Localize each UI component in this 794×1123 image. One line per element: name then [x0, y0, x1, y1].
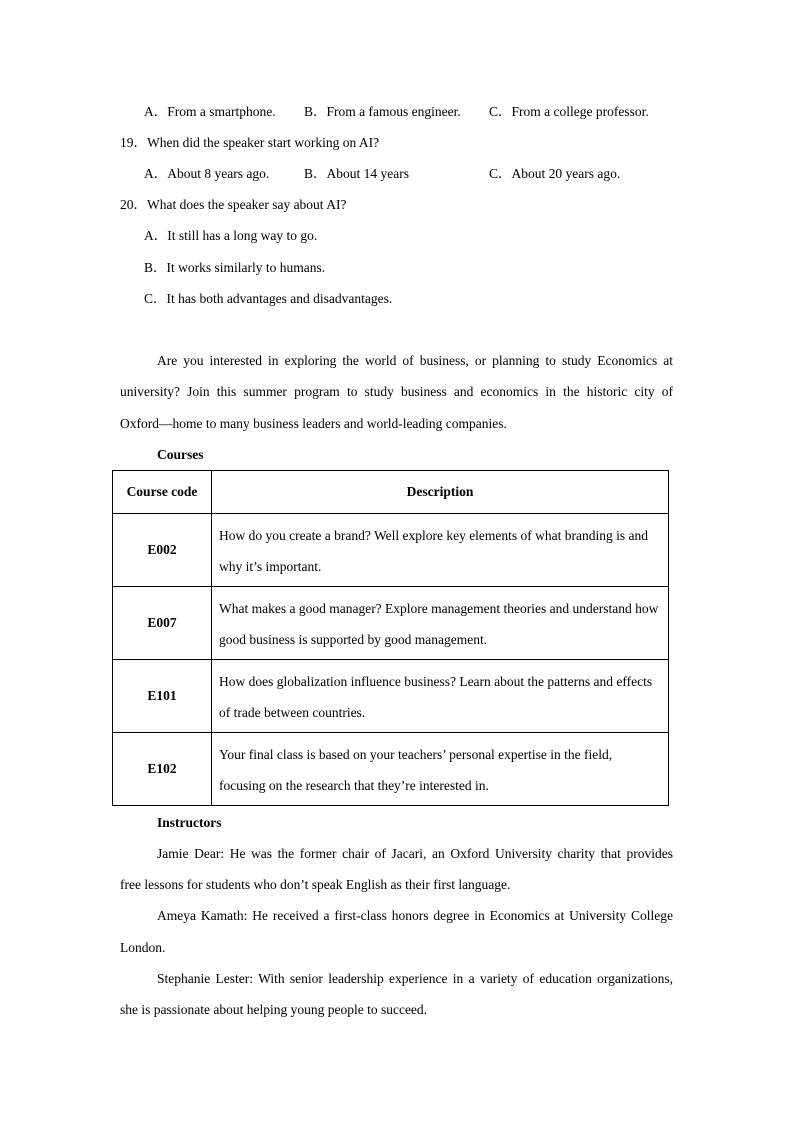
q18-option-c [489, 104, 649, 120]
option-text: It still has a long way to go. [167, 228, 318, 243]
q20-stem [120, 197, 346, 213]
courses-heading: Courses [157, 447, 204, 462]
option-letter: A． [144, 166, 168, 181]
course-description: Your final class is based on your teachers’ personal expertise in the field, focusing on the research that they’re interested in. [212, 733, 669, 806]
column-header-description: Description [212, 471, 669, 514]
q20-option-b [144, 260, 325, 276]
course-code: E102 [113, 733, 212, 806]
question-number: 19． [120, 135, 147, 150]
column-header-code: Course code [113, 471, 212, 514]
option-text: It has both advantages and disadvantages. [166, 291, 393, 306]
option-text: It works similarly to humans. [166, 260, 326, 275]
courses-table [112, 470, 669, 806]
q19-option-a [144, 166, 269, 182]
instructor-stephanie-line-2: she is passionate about helping young people to succeed. [120, 1002, 428, 1017]
intro-line-2: university? Join this summer program to study business and economics in the historic city of [120, 384, 673, 399]
option-text: From a smartphone. [167, 104, 276, 119]
table-row [113, 660, 669, 733]
option-text: About 20 years ago. [511, 166, 621, 181]
q19-stem [120, 135, 379, 151]
option-letter: B． [304, 166, 327, 181]
question-text: What does the speaker say about AI? [147, 197, 347, 212]
instructor-jamie-line-2: free lessons for students who don’t speak English as their first language. [120, 877, 511, 892]
intro-line-1: Are you interested in exploring the world of business, or planning to study Economics at [157, 353, 673, 368]
option-letter: C． [489, 166, 512, 181]
option-letter: C． [489, 104, 512, 119]
q18-option-a [144, 104, 276, 120]
question-text: When did the speaker start working on AI? [147, 135, 380, 150]
option-text: About 8 years ago. [167, 166, 270, 181]
option-letter: C． [144, 291, 167, 306]
course-code: E101 [113, 660, 212, 733]
option-letter: A． [144, 228, 168, 243]
intro-line-3: Oxford—home to many business leaders and world-leading companies. [120, 416, 507, 431]
q19-option-c [489, 166, 620, 182]
option-letter: B． [144, 260, 167, 275]
option-text: From a college professor. [511, 104, 649, 119]
instructor-ameya-line-2: London. [120, 940, 166, 955]
instructors-heading: Instructors [157, 815, 222, 830]
instructor-ameya-line-1: Ameya Kamath: He received a first-class honors degree in Economics at University College [157, 908, 673, 923]
q20-option-c [144, 291, 392, 307]
option-text: From a famous engineer. [326, 104, 461, 119]
q20-option-a [144, 228, 317, 244]
question-number: 20． [120, 197, 147, 212]
course-description: How does globalization influence business? Learn about the patterns and effects of trade between countries. [212, 660, 669, 733]
table-row [113, 733, 669, 806]
course-description: What makes a good manager? Explore management theories and understand how good business is supported by good management. [212, 587, 669, 660]
instructor-jamie-line-1: Jamie Dear: He was the former chair of Jacari, an Oxford University charity that provides [157, 846, 673, 861]
course-code: E002 [113, 514, 212, 587]
q19-option-b [304, 166, 409, 182]
option-text: About 14 years [326, 166, 409, 181]
q18-option-b [304, 104, 461, 120]
option-letter: B． [304, 104, 327, 119]
table-row [113, 514, 669, 587]
course-code: E007 [113, 587, 212, 660]
table-header-row [113, 471, 669, 514]
instructor-stephanie-line-1: Stephanie Lester: With senior leadership experience in a variety of education organizations, [157, 971, 673, 986]
course-description: How do you create a brand? Well explore key elements of what branding is and why it’s important. [212, 514, 669, 587]
table-row [113, 587, 669, 660]
option-letter: A． [144, 104, 168, 119]
